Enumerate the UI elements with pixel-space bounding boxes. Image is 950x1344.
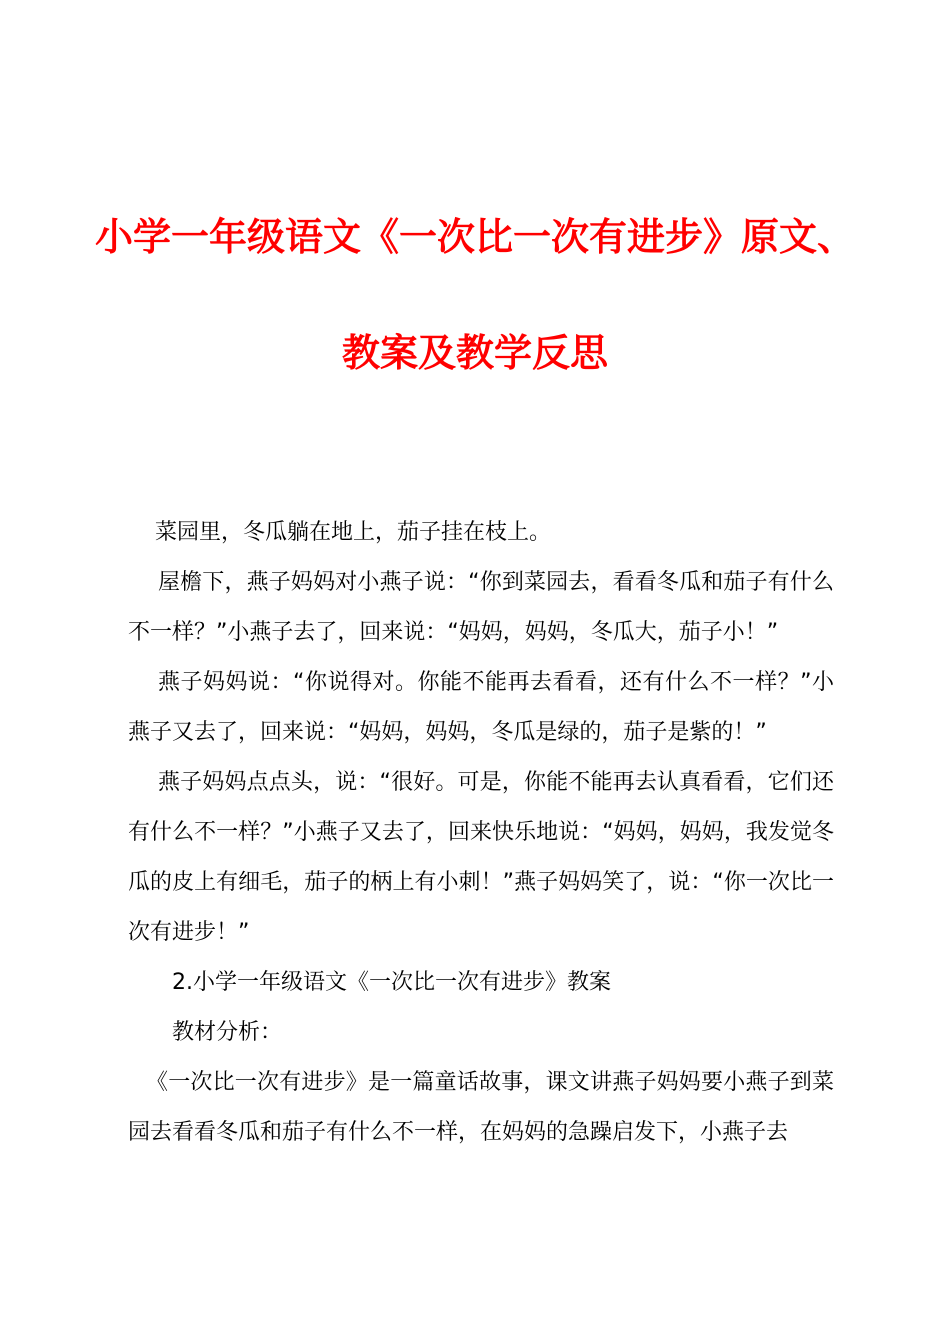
document-title-line-2: 教案及教学反思: [341, 330, 608, 375]
paragraph-material-analysis: 《一次比一次有进步》是一篇童话故事，课文讲燕子妈妈要小燕子到菜园去看看冬瓜和茄子有什么不一样，在妈妈的急躁启发下，小燕子去: [128, 1070, 834, 1145]
paragraph-third-visit: 燕子妈妈点点头，说：“很好。可是，你能不能再去认真看看，它们还有什么不一样？”小燕子又去了，回来快乐地说：“妈妈，妈妈，我发觉冬瓜的皮上有细毛，茄子的柄上有小刺！”燕子妈妈笑了，说：“你一次比一次有进步！”: [128, 770, 834, 945]
paragraph-second-visit: 燕子妈妈说：“你说得对。你能不能再去看看，还有什么不一样？”小燕子又去了，回来说：“妈妈，妈妈，冬瓜是绿的，茄子是紫的！”: [128, 670, 834, 745]
document-title-line-1: 小学一年级语文《一次比一次有进步》原文、: [94, 214, 855, 259]
section-heading-lesson-plan: 2.小学一年级语文《一次比一次有进步》教案: [172, 970, 611, 995]
document-body: [128, 508, 834, 1158]
paragraph-vegetable-garden: 菜园里，冬瓜躺在地上，茄子挂在枝上。: [155, 520, 552, 545]
subheading-material-analysis: 教材分析：: [172, 1020, 283, 1045]
paragraph-first-visit: 屋檐下，燕子妈妈对小燕子说：“你到菜园去，看看冬瓜和茄子有什么不一样？”小燕子去了，回来说：“妈妈，妈妈，冬瓜大，茄子小！”: [128, 570, 834, 645]
